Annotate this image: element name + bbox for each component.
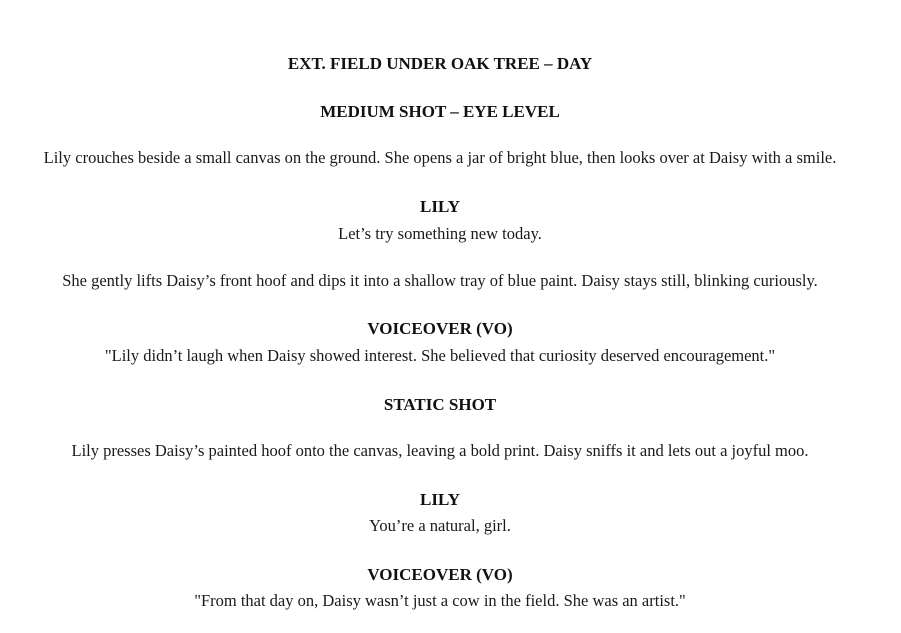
dialogue-line: Let’s try something new today. (338, 224, 542, 243)
scene-heading: EXT. FIELD UNDER OAK TREE – DAY (287, 54, 593, 73)
shot-direction: MEDIUM SHOT – EYE LEVEL (320, 102, 560, 121)
action-line: Lily presses Daisy’s painted hoof onto the canvas, leaving a bold print. Daisy sniffs it and lets out a joyful moo. (71, 441, 809, 460)
character-name: LILY (419, 490, 460, 509)
action-line: Lily crouches beside a small canvas on the ground. She opens a jar of bright blue, then looks over at Daisy with a smile. (43, 148, 837, 167)
dialogue-line: "From that day on, Daisy wasn’t just a cow in the field. She was an artist." (194, 591, 686, 610)
character-name: VOICEOVER (VO) (367, 319, 513, 338)
dialogue-line: "Lily didn’t laugh when Daisy showed interest. She believed that curiosity deserved encouragement." (104, 346, 776, 365)
character-name: VOICEOVER (VO) (367, 565, 513, 584)
action-line: She gently lifts Daisy’s front hoof and dips it into a shallow tray of blue paint. Daisy stays still, blinking curiously. (62, 271, 818, 290)
dialogue-line: You’re a natural, girl. (369, 516, 511, 535)
character-name: LILY (419, 197, 460, 216)
shot-direction: STATIC SHOT (383, 395, 497, 414)
